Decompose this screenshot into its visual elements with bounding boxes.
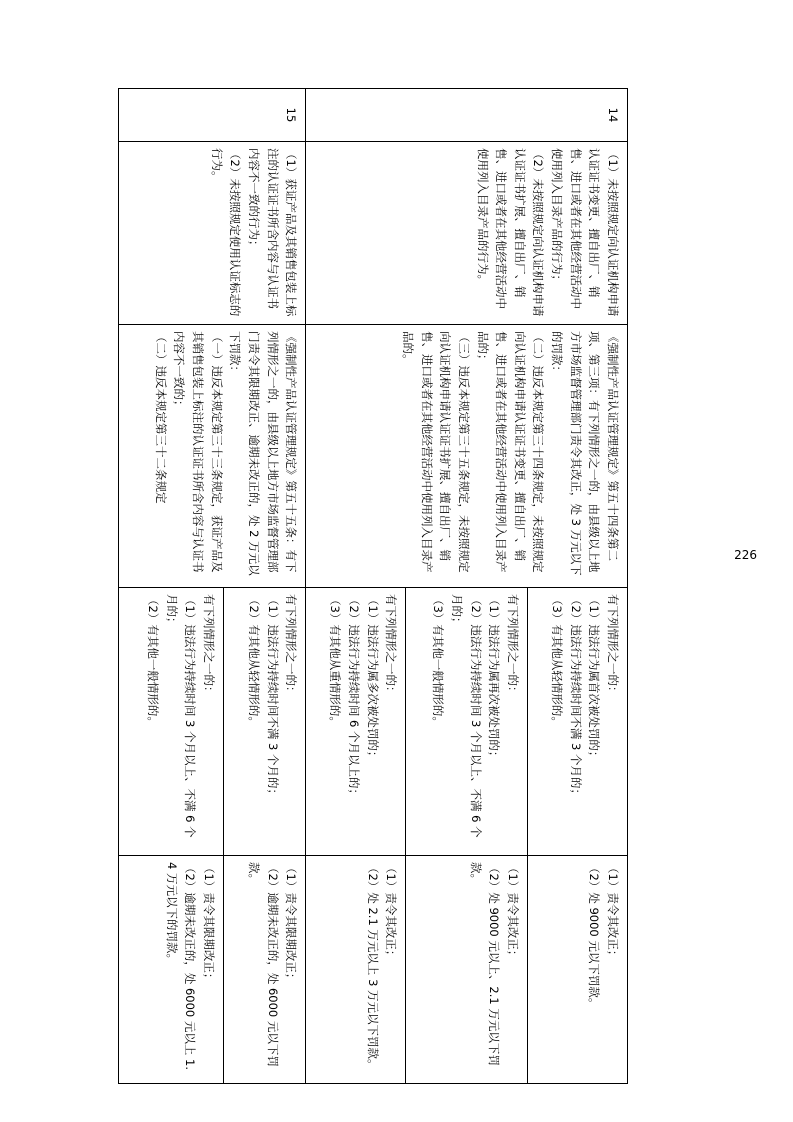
- table-row: [527, 89, 627, 1084]
- penalty-item: （1）责令其改正；: [606, 862, 620, 962]
- condition-cell: [224, 588, 306, 856]
- behavior-line: （1）获证产品及其销售包装上标注的认证证书所含内容与认证书内容不一致的行为；: [246, 148, 299, 317]
- penalty-item: （1）责令其改正；: [505, 862, 520, 962]
- legal-basis-line: 《强制性产品认证管理规定》第五十五条：有下列情形之一的，由县级以上地方市场监督管理部门责令其限期改正、逾期未改正的，处 2 万元以下罚款：: [228, 331, 299, 576]
- penalty-discretion-table: [118, 88, 628, 1084]
- condition-item: （3）有其他从轻情形的。: [550, 594, 565, 728]
- page-number: 226: [734, 548, 757, 562]
- rotated-table-wrapper: [118, 88, 628, 1071]
- legal-basis-line: （一）违反本规定第三十三条规定，获证产品及其销售包装上标注的认证证书所含内容与认证书内容不一致的；: [172, 331, 224, 573]
- legal-basis-line: （二）违反本规定第三十四条规定，未按照规定向认证机构申请认证证书变更、擅自出厂、销售、进口或者在其他经营活动中使用列入目录产品的；: [475, 331, 546, 573]
- legal-basis-line: （二）违反本规定第三十二条规定: [153, 331, 168, 504]
- condition-item: （1）违法行为属多次被处罚的；: [365, 594, 380, 763]
- condition-item: （1）违法行为属首次被处罚的；: [587, 594, 602, 763]
- penalty-item: （1）责令其限期改正；: [202, 862, 217, 985]
- penalty-item: （1）责令其限期改正；: [284, 862, 299, 985]
- row-number: 15: [284, 107, 299, 123]
- behavior-line: （2）未按照规定向认证机构申请认证证书扩展、擅自出厂、销售、进口或者在其他经营活动中使用列入目录产品的行为。: [475, 148, 546, 317]
- row-number: 14: [606, 107, 620, 123]
- row-number-cell: [119, 89, 306, 142]
- penalty-item: （2）处 2.1 万元以上 3 万元以下罚款。: [365, 862, 380, 1071]
- legal-basis-cell: [306, 325, 628, 588]
- legal-basis-line: （三）违反本规定第三十五条规定，未按照规定向认证机构申请认证证书扩展、擅自出厂、销售、进口或者在其他经营活动中使用列入目录产品的。: [401, 331, 471, 573]
- condition-item: （2）违法行为持续时间 6 个月以上的；: [346, 594, 361, 800]
- condition-item: （3）有其他一般情形的。: [431, 594, 446, 728]
- condition-item: （2）违法行为持续时间 3 个月以上、不满 6 个月的；: [450, 594, 483, 838]
- penalty-cell: [527, 856, 627, 1084]
- penalty-item: （2）处 9000 元以上、2.1 万元以下罚款。: [468, 862, 502, 1066]
- penalty-cell: [406, 856, 528, 1084]
- condition-item: （3）有其他从重情形的。: [328, 594, 343, 728]
- penalty-cell: [224, 856, 306, 1084]
- condition-item: （2）有其他从轻情形的。: [246, 594, 261, 728]
- condition-heading: 有下列情形之一的：: [284, 594, 299, 698]
- condition-heading: 有下列情形之一的：: [606, 594, 620, 698]
- condition-cell: [406, 588, 528, 856]
- table-body: [119, 89, 628, 1084]
- legal-basis-line: 《强制性产品认证管理规定》第五十四条第二项、第三项：有下列情形之一的，由县级以上地方市场监督管理部门责令其改正，处 3 万元以下的罚款：: [550, 331, 620, 576]
- penalty-cell: [306, 856, 406, 1084]
- penalty-item: （2）逾期未改正的，处 6000 元以下罚款。: [246, 862, 280, 1067]
- behavior-line: （1）未按照规定向认证机构申请认证证书变更、擅自出厂、销售、进口或者在其他经营活动中使用列入目录产品的行为；: [550, 148, 620, 317]
- condition-cell: [527, 588, 627, 856]
- penalty-item: （2）逾期未改正的，处 6000 元以上 1.4 万元以下的罚款。: [164, 862, 198, 1071]
- condition-heading: 有下列情形之一的：: [505, 594, 520, 698]
- condition-item: （2）有其他一般情形的。: [146, 594, 161, 728]
- condition-cell: [119, 588, 224, 856]
- penalty-item: （1）责令其改正；: [384, 862, 399, 962]
- condition-item: （1）违法行为持续时间 3 个月以上、不满 6 个月的；: [164, 594, 198, 838]
- behavior-line: （2）未按照规定使用认证标志的行为。: [209, 148, 243, 317]
- condition-item: （2）违法行为持续时间不满 3 个月的；: [568, 594, 583, 800]
- behavior-cell: [119, 142, 306, 325]
- behavior-cell: [306, 142, 628, 325]
- row-number-cell: [306, 89, 628, 142]
- condition-cell: [306, 588, 406, 856]
- table-row: [224, 89, 306, 1084]
- condition-heading: 有下列情形之一的：: [202, 594, 217, 698]
- condition-heading: 有下列情形之一的：: [384, 594, 399, 698]
- condition-item: （1）违法行为持续时间不满 3 个月的；: [265, 594, 280, 800]
- penalty-item: （2）处 9000 元以下罚款。: [587, 862, 602, 1010]
- condition-item: （1）违法行为属再次被处罚的；: [487, 594, 502, 763]
- legal-basis-cell: [119, 325, 306, 588]
- penalty-cell: [119, 856, 224, 1084]
